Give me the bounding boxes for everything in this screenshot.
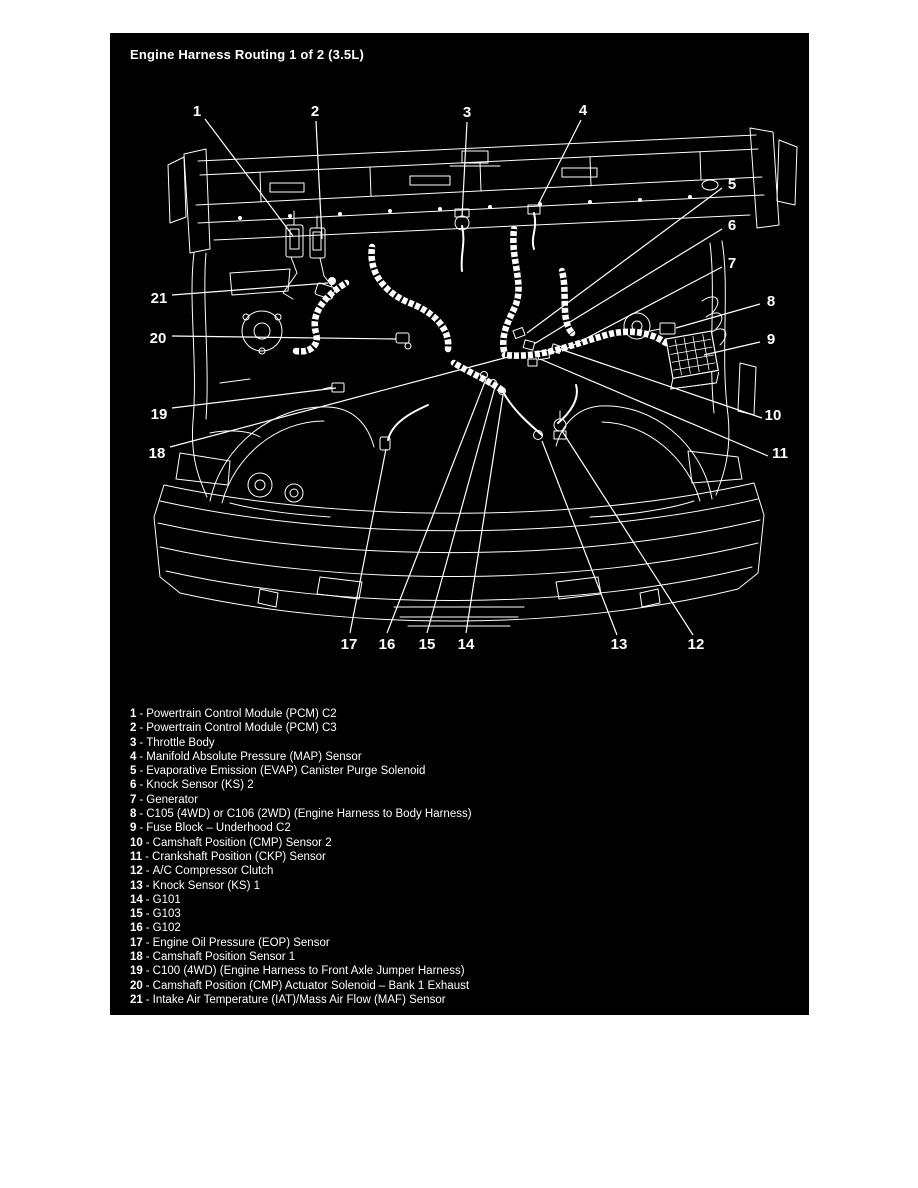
legend-num: 3 [130,736,137,749]
legend [130,707,472,1007]
legend-text: Camshaft Position (CMP) Actuator Solenoid – Bank 1 Exhaust [152,979,470,992]
legend-item [130,879,472,893]
legend-text: G103 [152,908,181,921]
legend-num: 20 [130,979,143,992]
figure-panel [110,33,809,1015]
legend-num: 4 [130,750,137,763]
legend-separator: - [145,879,150,892]
legend-item [130,893,472,907]
legend-text: Intake Air Temperature (IAT)/Mass Air Flow (MAF) Sensor [152,993,446,1006]
sensors-connectors [315,205,675,450]
leader-line-16 [387,379,486,633]
legend-item [130,979,472,993]
leader-line-8 [676,304,760,328]
legend-item [130,821,472,835]
radiator-support [168,128,797,253]
legend-item [130,750,472,764]
legend-text: Evaporative Emission (EVAP) Canister Purge Solenoid [146,765,426,778]
legend-num: 7 [130,793,137,806]
legend-text: Fuse Block – Underhood C2 [146,822,291,835]
legend-item [130,936,472,950]
legend-num: 18 [130,951,143,964]
legend-item [130,736,472,750]
legend-separator: - [139,736,144,749]
callout-19: 19 [150,406,168,423]
legend-separator: - [139,822,144,835]
leader-line-19 [172,388,336,408]
legend-item [130,836,472,850]
callout-1: 1 [192,103,202,120]
legend-num: 19 [130,965,143,978]
leader-line-20 [172,336,396,339]
callout-14: 14 [457,636,475,653]
callout-21: 21 [150,290,168,307]
legend-item [130,707,472,721]
legend-text: G101 [152,893,181,906]
leader-line-11 [540,359,768,456]
legend-num: 21 [130,993,143,1006]
legend-text: C105 (4WD) or C106 (2WD) (Engine Harness to Body Harness) [146,808,472,821]
legend-num: 6 [130,779,137,792]
legend-item [130,964,472,978]
legend-item [130,950,472,964]
legend-num: 13 [130,879,143,892]
right-fender-structure [556,241,756,501]
legend-text: Throttle Body [146,736,215,749]
callout-15: 15 [418,636,436,653]
callout-18: 18 [148,445,166,462]
callout-8: 8 [766,293,776,310]
legend-num: 15 [130,908,143,921]
legend-separator: - [145,836,150,849]
legend-text: Engine Oil Pressure (EOP) Sensor [152,936,330,949]
callout-labels [149,102,788,653]
legend-item [130,764,472,778]
callout-4: 4 [578,102,588,119]
callout-16: 16 [378,636,396,653]
legend-separator: - [139,750,144,763]
leader-line-5 [527,188,722,333]
legend-text: G102 [152,922,181,935]
legend-separator: - [139,708,144,720]
leader-line-21 [172,283,328,295]
legend-text: Powertrain Control Module (PCM) C3 [146,722,337,735]
legend-text: Knock Sensor (KS) 2 [146,779,254,792]
legend-text: Camshaft Position Sensor 1 [152,951,296,964]
legend-item [130,864,472,878]
leader-line-10 [557,348,762,418]
legend-separator: - [139,779,144,792]
legend-separator: - [145,965,150,978]
legend-num: 16 [130,922,143,935]
leader-line-17 [350,449,386,633]
leader-line-3 [462,122,467,217]
legend-separator: - [139,793,144,806]
legend-item [130,807,472,821]
legend-item [130,778,472,792]
legend-text: A/C Compressor Clutch [152,865,274,878]
callout-10: 10 [764,407,782,424]
legend-separator: - [145,951,150,964]
legend-num: 10 [130,836,143,849]
legend-text: C100 (4WD) (Engine Harness to Front Axle Jumper Harness) [152,965,465,978]
callout-7: 7 [727,255,737,272]
legend-item [130,850,472,864]
legend-text: Manifold Absolute Pressure (MAP) Sensor [146,750,362,763]
legend-separator: - [145,850,150,863]
legend-item [130,993,472,1007]
legend-num: 8 [130,808,137,821]
legend-num: 1 [130,708,137,720]
leader-line-12 [562,431,693,635]
legend-separator: - [145,936,150,949]
fuse-block [662,331,720,391]
leader-line-13 [542,441,617,635]
callout-13: 13 [610,636,628,653]
legend-separator: - [145,865,150,878]
callout-20: 20 [149,330,167,347]
callout-9: 9 [766,331,776,348]
legend-separator: - [145,922,150,935]
legend-text: Powertrain Control Module (PCM) C2 [146,708,337,720]
callout-6: 6 [727,217,737,234]
legend-num: 14 [130,893,143,906]
legend-num: 2 [130,722,137,735]
legend-text: Knock Sensor (KS) 1 [152,879,261,892]
legend-num: 12 [130,865,143,878]
leader-line-4 [538,120,581,205]
callout-2: 2 [310,103,320,120]
bumper-fascia [154,483,764,626]
legend-num: 17 [130,936,143,949]
legend-num: 5 [130,765,137,778]
legend-separator: - [145,979,150,992]
legend-text: Generator [146,793,199,806]
legend-item [130,721,472,735]
legend-text: Camshaft Position (CMP) Sensor 2 [152,836,332,849]
leader-line-1 [205,119,293,236]
legend-separator: - [145,893,150,906]
left-fender-structure [176,253,374,503]
callout-17: 17 [340,636,358,653]
figure-title: Engine Harness Routing 1 of 2 (3.5L) [130,47,365,62]
callout-11: 11 [772,445,788,462]
legend-separator: - [139,722,144,735]
callout-5: 5 [727,176,737,193]
legend-item [130,793,472,807]
callout-3: 3 [462,104,472,121]
legend-text: Crankshaft Position (CKP) Sensor [152,850,326,863]
callout-12: 12 [687,636,705,653]
legend-separator: - [139,765,144,778]
legend-separator: - [145,908,150,921]
legend-separator: - [145,993,150,1006]
legend-num: 11 [130,850,143,863]
legend-separator: - [139,808,144,821]
legend-item [130,921,472,935]
legend-num: 9 [130,822,137,835]
legend-item [130,907,472,921]
leader-line-14 [466,395,503,633]
